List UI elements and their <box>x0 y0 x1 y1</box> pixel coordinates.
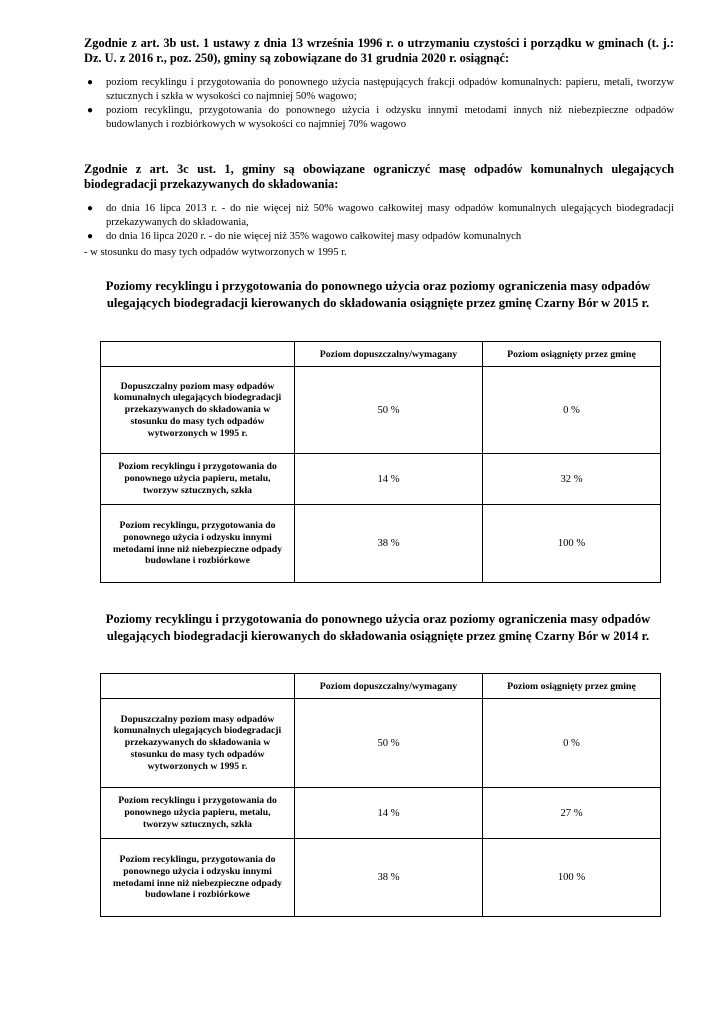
header-achieved: Poziom osiągnięty przez gminę <box>483 674 661 699</box>
row-label: Poziom recyklingu i przygotowania do ponownego użycia papieru, metalu, tworzyw sztucznych, szkła <box>101 454 295 505</box>
required-value: 14 % <box>295 788 483 839</box>
header-required: Poziom dopuszczalny/wymagany <box>295 342 483 367</box>
row-label: Dopuszczalny poziom masy odpadów komunalnych ulegających biodegradacji przekazywanych do składowania w stosunku do masy tych odpadów wytworzonych w 1995 r. <box>101 367 295 454</box>
list-item: ● do dnia 16 lipca 2013 r. - do nie więcej niż 50% wagowo całkowitej masy odpadów komunalnych ulegających biodegradacji przekazywanych do składowania, <box>87 203 674 228</box>
intro-heading-1: Zgodnie z art. 3b ust. 1 ustawy z dnia 13 września 1996 r. o utrzymaniu czystości i porządku w gminach (t. j.: Dz. U. z 2016 r., poz. 250), gminy są zobowiązane do 31 grudnia 2020 r. osiągnąć: <box>84 36 674 65</box>
bullet-icon: ● <box>87 203 94 214</box>
achieved-value: 27 % <box>483 788 661 839</box>
achieved-value: 0 % <box>483 699 661 788</box>
intro-note: - w stosunku do masy tych odpadów wytworzonych w 1995 r. <box>84 247 347 258</box>
table-row <box>101 839 661 917</box>
required-value: 50 % <box>295 367 483 454</box>
header-empty-cell <box>101 342 295 367</box>
list-item: ● do dnia 16 lipca 2020 r. - do nie więcej niż 35% wagowo całkowitej masy odpadów komunalnych <box>87 231 522 242</box>
results-table-2014 <box>100 673 661 917</box>
bullet-icon: ● <box>87 231 94 242</box>
table-row <box>101 505 661 583</box>
list-item: ● poziom recyklingu, przygotowania do ponownego użycia i odzysku innymi metodami innych niż niebezpieczne odpadów budowlanych i rozbiórkowych w wysokości co najmniej 70% wagowo <box>87 105 674 130</box>
required-value: 38 % <box>295 505 483 583</box>
row-label: Dopuszczalny poziom masy odpadów komunalnych ulegających biodegradacji przekazywanych do składowania w stosunku do masy tych odpadów wytworzonych w 1995 r. <box>101 699 295 788</box>
table-title-2015-wrap <box>92 278 664 311</box>
required-value: 14 % <box>295 454 483 505</box>
row-label: Poziom recyklingu, przygotowania do ponownego użycia i odzysku innymi metodami inne niż niebezpieczne odpady budowlane i rozbiórkowe <box>101 839 295 917</box>
intro-section-2 <box>84 162 674 260</box>
achieved-value: 100 % <box>483 839 661 917</box>
table-title-2015: Poziomy recyklingu i przygotowania do ponownego użycia oraz poziomy ograniczenia masy odpadów ulegających biodegradacji kierowanych do składowania osiągnięte przez gminę Czarny Bór w 2015 r. <box>105 279 651 310</box>
intro-bullets-2 <box>84 202 674 244</box>
list-item: ● poziom recyklingu i przygotowania do ponownego użycia następujących frakcji odpadów komunalnych: papieru, metali, tworzyw sztucznych i szkła w wysokości co najmniej 50% wagowo; <box>87 77 674 102</box>
achieved-value: 32 % <box>483 454 661 505</box>
header-achieved: Poziom osiągnięty przez gminę <box>483 342 661 367</box>
row-label: Poziom recyklingu i przygotowania do ponownego użycia papieru, metalu, tworzyw sztucznych, szkła <box>101 788 295 839</box>
table-title-2014-wrap <box>92 611 664 644</box>
required-value: 50 % <box>295 699 483 788</box>
bullet-icon: ● <box>87 77 94 88</box>
table-row <box>101 699 661 788</box>
table-title-2014: Poziomy recyklingu i przygotowania do ponownego użycia oraz poziomy ograniczenia masy odpadów ulegających biodegradacji kierowanych do składowania osiągnięte przez gminę Czarny Bór w 2014 r. <box>105 612 651 643</box>
header-empty-cell <box>101 674 295 699</box>
required-value: 38 % <box>295 839 483 917</box>
intro-section-1 <box>84 36 674 132</box>
bullet-icon: ● <box>87 105 94 116</box>
intro-bullets-1 <box>84 76 674 132</box>
achieved-value: 0 % <box>483 367 661 454</box>
table-row <box>101 367 661 454</box>
results-table-2015 <box>100 341 661 583</box>
table-row <box>101 788 661 839</box>
header-required: Poziom dopuszczalny/wymagany <box>295 674 483 699</box>
achieved-value: 100 % <box>483 505 661 583</box>
intro-heading-2: Zgodnie z art. 3c ust. 1, gminy są obowiązane ograniczyć masę odpadów komunalnych ulegających biodegradacji przekazywanych do składowania: <box>84 162 674 191</box>
table-row <box>101 454 661 505</box>
row-label: Poziom recyklingu, przygotowania do ponownego użycia i odzysku innymi metodami inne niż niebezpieczne odpady budowlane i rozbiórkowe <box>101 505 295 583</box>
